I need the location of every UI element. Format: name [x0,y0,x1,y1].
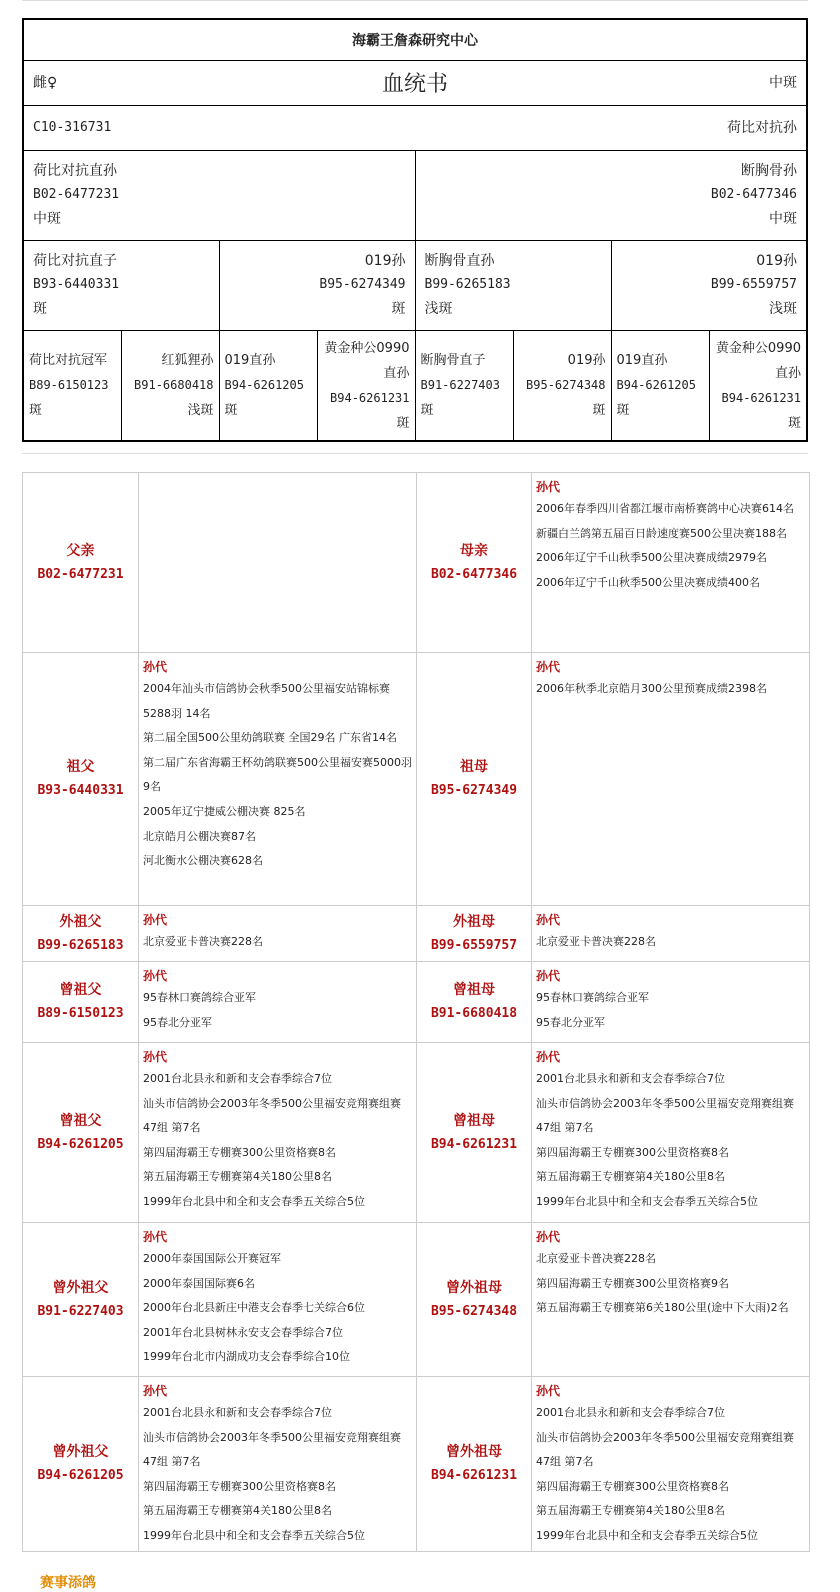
sex-label: 雌♀ [33,75,58,91]
achievement-item: 北京皓月公棚决赛87名 [143,829,256,843]
achievement-item: 河北衡水公棚决赛628名 [143,854,263,868]
sire-cell [23,151,415,241]
gen2-ring: B93-6440331 [33,277,120,292]
achievement-item: 95春林口赛鸽综合亚军 [536,991,649,1004]
achievement-item: 第二届全国500公里幼鸽联赛 全国29名 广东省14名 [143,731,397,745]
gen3-name: 019直孙 [616,353,668,368]
achievement-item: 1999年台北市内湖成功支会春季综合10位 [143,1350,350,1364]
footer-more-label: 赛事添鸽 [40,1575,96,1591]
achievement-item: 第四届海霸王专棚赛300公里资格赛8名 [143,1479,336,1493]
relation-ring: B94-6261231 [430,1136,518,1152]
relation-name: 曾外祖父 [52,1279,109,1296]
relation-name: 曾外祖母 [446,1443,502,1460]
relation-ring: B95-6274349 [430,783,518,798]
relation-cell [417,653,532,906]
achievement-item: 第四届海霸王专棚赛300公里资格赛8名 [143,1145,336,1159]
gen3-color: 斑 [616,403,630,418]
gen3-cell [709,331,807,441]
relation-cell [23,1377,139,1552]
doc-title: 血统书 [381,72,448,97]
record-row [23,1043,810,1223]
achievement-item: 第五届海霸王专棚赛第4关180公里8名 [143,1504,332,1518]
achievement-item: 第五届海霸王专棚赛第6关180公里(途中下大雨)2名 [536,1301,789,1315]
gen3-cell [121,331,219,441]
achievement-item: 2004年汕头市信鸽协会秋季500公里福安站锦标赛 5288羽 14名 [143,682,390,720]
generation-label: 孙代 [536,1230,561,1244]
relation-ring: B89-6150123 [37,1006,124,1021]
gen3-name: 黄金种公0990直孙 [715,341,801,381]
gen2-color: 浅斑 [769,301,797,317]
gen2-cell [23,241,219,331]
generation-label: 孙代 [143,1384,168,1398]
gen3-cell [611,331,709,441]
achievement-cell [139,653,417,906]
gen3-color: 斑 [396,416,410,431]
achievement-item: 1999年台北县中和全和支会春季五关综合5位 [536,1194,758,1208]
relation-name: 母亲 [460,542,488,559]
generation-label: 孙代 [536,969,561,983]
relation-name: 曾祖母 [453,1112,495,1129]
relation-ring: B94-6261205 [37,1467,124,1483]
achievement-cell [532,1377,810,1552]
relation-name: 曾祖父 [59,1112,102,1129]
achievement-cell [139,906,417,962]
title-row [23,61,807,106]
dam-name: 断胸骨孙 [741,163,797,179]
relation-ring: B94-6261231 [430,1467,518,1483]
generation-label: 孙代 [143,969,168,983]
achievement-item: 第四届海霸王专棚赛300公里资格赛8名 [536,1479,729,1493]
center-name: 海霸王詹森研究中心 [23,19,807,61]
gen2-cell [611,241,807,331]
gen3-ring: B94-6261205 [224,378,304,392]
gen2-color: 斑 [33,301,47,317]
relation-cell [417,906,532,962]
gen2-ring: B95-6274349 [319,277,406,292]
achievement-item: 汕头市信鸽协会2003年冬季500公里福安竞翔赛组赛 47组 第7名 [143,1430,401,1469]
gen3-cell [513,331,611,441]
achievement-cell [532,1223,810,1377]
sire-color: 中斑 [33,211,61,227]
achievement-item: 2006年春季四川省都江堰市南桥赛鸽中心决赛614名 [536,502,794,515]
relation-name: 曾祖父 [59,982,102,998]
achievement-item: 北京爱亚卡普决赛228名 [143,935,263,948]
achievement-item: 2001年台北县树林永安支会春季综合7位 [143,1325,343,1339]
relation-ring: B94-6261205 [37,1136,124,1152]
gen2-name: 荷比对抗直子 [33,253,117,269]
achievement-cell [139,1223,417,1377]
generation-label: 孙代 [536,660,561,674]
generation-label: 孙代 [536,1050,561,1064]
section-divider [22,453,808,454]
gen3-color: 斑 [420,403,434,418]
relation-ring: B91-6680418 [430,1006,518,1021]
achievement-item: 1999年台北县中和全和支会春季五关综合5位 [536,1528,758,1542]
sire-ring: B02-6477231 [33,187,120,202]
relation-cell [23,1223,139,1377]
gen3-name: 荷比对抗冠军 [29,353,108,368]
achievement-cell [139,962,417,1043]
top-divider [22,0,808,1]
gen3-ring: B94-6261205 [616,378,696,392]
achievement-item: 第二届广东省海霸王杯幼鸽联赛500公里福安赛5000羽 9名 [143,755,412,794]
gen2-cell [415,241,611,331]
generation-label: 孙代 [536,1384,561,1398]
generation-label: 孙代 [143,1050,168,1064]
achievement-item: 2001台北县永和新和支会春季综合7位 [536,1406,725,1419]
record-row [23,653,810,906]
color-label: 中斑 [769,75,797,91]
gen3-color: 斑 [592,403,606,418]
achievements-table [22,472,810,1552]
record-row [23,906,810,962]
gen3-ring: B89-6150123 [29,378,109,392]
relation-cell [23,906,139,962]
gen3-cell [219,331,317,441]
achievement-item: 汕头市信鸽协会2003年冬季500公里福安竞翔赛组赛 47组 第7名 [143,1096,401,1135]
achievement-item: 2006年秋季北京皓月300公里预赛成绩2398名 [536,682,767,695]
generation-label: 孙代 [143,660,168,674]
achievement-item: 95春林口赛鸽综合亚军 [143,991,256,1004]
relation-ring: B02-6477231 [37,566,124,582]
gen3-cell [415,331,513,441]
gen2-ring: B99-6559757 [710,277,797,292]
relation-cell [23,962,139,1043]
achievement-item: 第五届海霸王专棚赛第4关180公里8名 [536,1170,725,1184]
gen3-color: 斑 [29,403,43,418]
achievement-item: 2001台北县永和新和支会春季综合7位 [143,1072,332,1085]
relation-cell [23,653,139,906]
gen2-color: 浅斑 [424,301,453,317]
gen3-color: 浅斑 [187,403,214,418]
gen2-color: 斑 [391,301,406,317]
achievement-cell [532,653,810,906]
gen2-name: 断胸骨直孙 [424,253,495,269]
gen3-ring: B95-6274348 [526,378,606,392]
achievement-item: 第四届海霸王专棚赛300公里资格赛8名 [536,1145,729,1159]
relation-name: 曾祖母 [453,982,495,998]
achievement-item: 2000年泰国国际公开赛冠军 [143,1252,281,1265]
gen2-name: 019孙 [364,253,406,269]
ring-number: C10-316731 [33,120,112,135]
relation-cell [417,473,532,653]
gen3-color: 斑 [787,416,801,431]
relation-name: 曾外祖父 [52,1443,109,1460]
achievement-cell [532,473,810,653]
relation-cell [23,473,139,653]
gen3-name: 019直孙 [224,353,276,368]
gen3-name: 黄金种公0990直孙 [324,341,410,381]
relation-cell [417,962,532,1043]
relation-cell [417,1043,532,1223]
achievement-item: 2006年辽宁千山秋季500公里决赛成绩400名 [536,575,760,589]
relation-cell [417,1223,532,1377]
relation-ring: B93-6440331 [37,783,124,798]
gen3-ring: B94-6261231 [330,391,410,405]
achievement-cell [532,962,810,1043]
achievement-item: 第五届海霸王专棚赛第4关180公里8名 [536,1504,725,1518]
relation-name: 外祖母 [453,913,495,930]
pedigree-chart [22,18,808,442]
relation-ring: B99-6559757 [430,937,518,953]
relation-name: 祖母 [460,759,488,775]
relation-ring: B91-6227403 [37,1303,124,1319]
ring-row [23,106,807,151]
achievement-cell [139,473,417,653]
achievement-item: 2001台北县永和新和支会春季综合7位 [536,1072,725,1085]
achievement-item: 2000年台北县新庄中港支会春季七关综合6位 [143,1301,365,1315]
achievement-item: 2005年辽宁捷威公棚决赛 825名 [143,804,306,818]
generation-label: 孙代 [536,913,561,927]
achievement-item: 汕头市信鸽协会2003年冬季500公里福安竞翔赛组赛 47组 第7名 [536,1096,794,1135]
gen3-ring: B94-6261231 [721,391,801,405]
gen3-cell [23,331,121,441]
gen2-name: 019孙 [756,253,797,269]
relation-cell [23,1043,139,1223]
achievement-item: 北京爱亚卡普决赛228名 [536,1252,656,1265]
generation-label: 孙代 [143,913,168,927]
gen2-ring: B99-6265183 [424,277,511,292]
dam-cell [415,151,807,241]
relation-name: 父亲 [66,542,95,559]
achievement-item: 北京爱亚卡普决赛228名 [536,935,656,948]
achievement-cell [532,1043,810,1223]
achievement-cell [532,906,810,962]
achievement-item: 95春北分亚军 [536,1015,605,1029]
relation-ring: B95-6274348 [430,1303,518,1319]
record-row [23,1377,810,1552]
record-row [23,962,810,1043]
relation-name: 外祖父 [59,913,102,930]
relation-ring: B02-6477346 [430,566,518,582]
gen3-ring: B91-6680418 [134,378,214,392]
achievement-item: 2006年辽宁千山秋季500公里决赛成绩2979名 [536,551,767,565]
dam-color: 中斑 [769,211,797,227]
relation-name: 祖父 [66,759,95,775]
gen3-name: 红狐狸孙 [161,353,214,368]
gen3-name: 019孙 [567,353,606,368]
gen3-ring: B91-6227403 [420,378,500,392]
record-row [23,473,810,653]
generation-label: 孙代 [143,1230,168,1244]
generation-label: 孙代 [536,480,561,494]
achievement-item: 汕头市信鸽协会2003年冬季500公里福安竞翔赛组赛 47组 第7名 [536,1430,794,1469]
achievement-cell [139,1377,417,1552]
achievement-item: 第四届海霸王专棚赛300公里资格赛9名 [536,1276,729,1290]
relation-name: 曾外祖母 [446,1279,502,1296]
gen3-name: 断胸骨直子 [420,353,486,368]
gen3-cell [317,331,415,441]
gen3-color: 斑 [224,403,238,418]
achievement-item: 2001台北县永和新和支会春季综合7位 [143,1406,332,1419]
achievement-item: 第五届海霸王专棚赛第4关180公里8名 [143,1170,332,1184]
achievement-item: 新疆白兰鸽第五届百日龄速度赛500公里决赛188名 [536,526,787,540]
achievement-item: 1999年台北县中和全和支会春季五关综合5位 [143,1528,365,1542]
gen2-cell [219,241,415,331]
relation-ring: B99-6265183 [37,937,124,953]
relation-cell [417,1377,532,1552]
dam-ring: B02-6477346 [710,187,797,202]
achievement-item: 1999年台北县中和全和支会春季五关综合5位 [143,1194,365,1208]
achievement-cell [139,1043,417,1223]
record-row [23,1223,810,1377]
line-label: 荷比对抗孙 [727,120,797,136]
achievement-item: 95春北分亚军 [143,1015,212,1029]
sire-name: 荷比对抗直孙 [33,163,117,179]
achievement-item: 2000年泰国国际赛6名 [143,1276,255,1290]
